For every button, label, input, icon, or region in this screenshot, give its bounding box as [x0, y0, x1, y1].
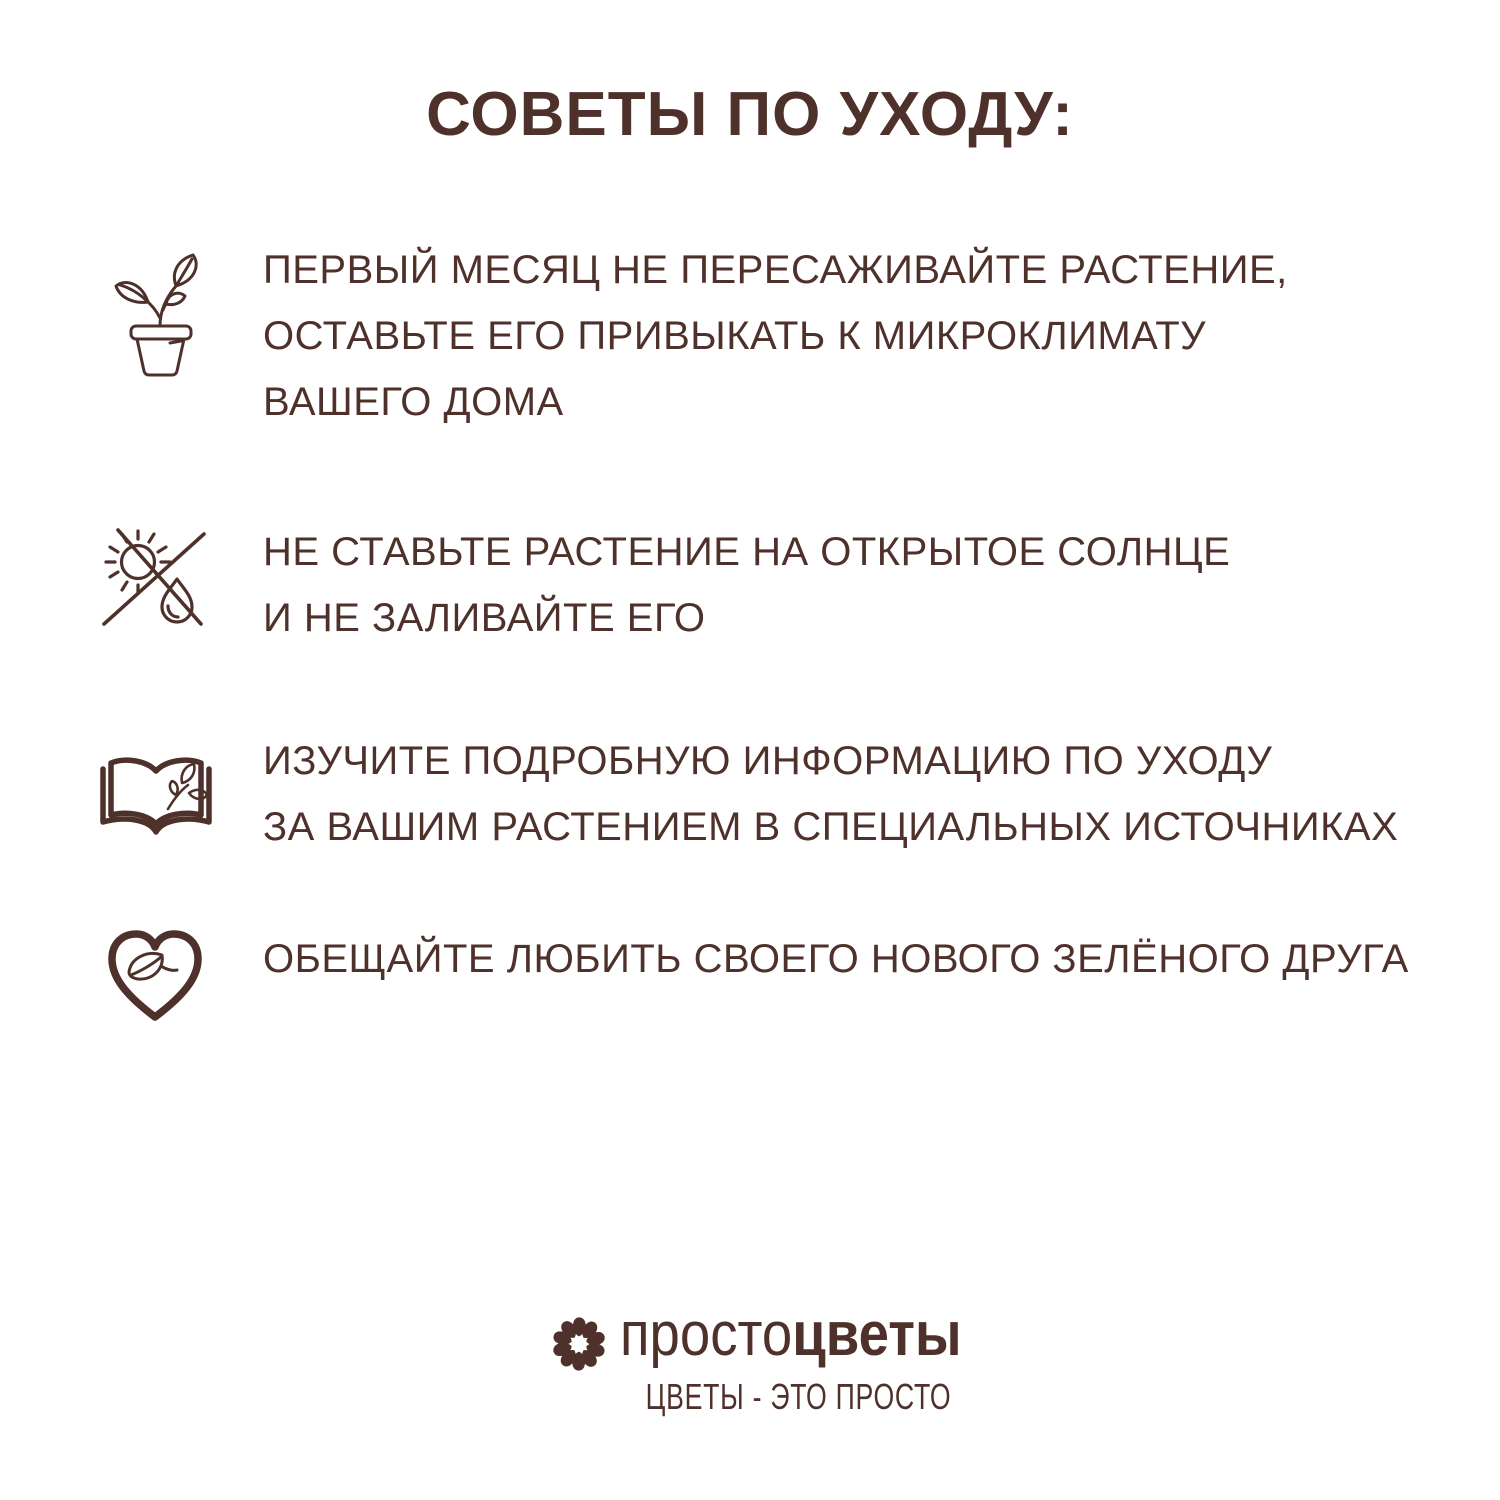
no-sun-no-overwatering-icon — [98, 524, 213, 632]
open-book-leaf-icon — [92, 753, 220, 853]
tip-item-1-text — [263, 237, 1288, 435]
tip-item-4-text — [263, 926, 1409, 992]
tip-item-2-text — [263, 519, 1230, 651]
tip-line: ОБЕЩАЙТЕ ЛЮБИТЬ СВОЕГО НОВОГО ЗЕЛЁНОГО ДРУГА — [263, 937, 1409, 981]
tip-line: ИЗУЧИТЕ ПОДРОБНУЮ ИНФОРМАЦИЮ ПО УХОДУ — [263, 739, 1273, 783]
potted-plant-icon — [108, 252, 213, 380]
tip-line: И НЕ ЗАЛИВАЙТЕ ЕГО — [263, 596, 706, 640]
brand-tagline: ЦВЕТЫ - ЭТО ПРОСТО — [645, 1376, 952, 1417]
tip-line: ЗА ВАШИМ РАСТЕНИЕМ В СПЕЦИАЛЬНЫХ ИСТОЧНИКАХ — [263, 805, 1399, 849]
brand-wordmark-regular: просто — [620, 1300, 793, 1369]
heart-leaf-icon — [105, 928, 205, 1025]
brand-wordmark — [620, 1300, 962, 1369]
page-title: СОВЕТЫ ПО УХОДУ: — [426, 80, 1074, 149]
brand-wordmark-bold: цветы — [792, 1300, 962, 1369]
tip-item-3-text — [263, 728, 1398, 860]
tip-line: ВАШЕГО ДОМА — [263, 380, 564, 424]
flower-logo-icon — [547, 1312, 611, 1376]
tip-line: ОСТАВЬТЕ ЕГО ПРИВЫКАТЬ К МИКРОКЛИМАТУ — [263, 314, 1207, 358]
tip-line: НЕ СТАВЬТЕ РАСТЕНИЕ НА ОТКРЫТОЕ СОЛНЦЕ — [263, 530, 1231, 574]
tip-line: ПЕРВЫЙ МЕСЯЦ НЕ ПЕРЕСАЖИВАЙТЕ РАСТЕНИЕ, — [263, 248, 1288, 292]
